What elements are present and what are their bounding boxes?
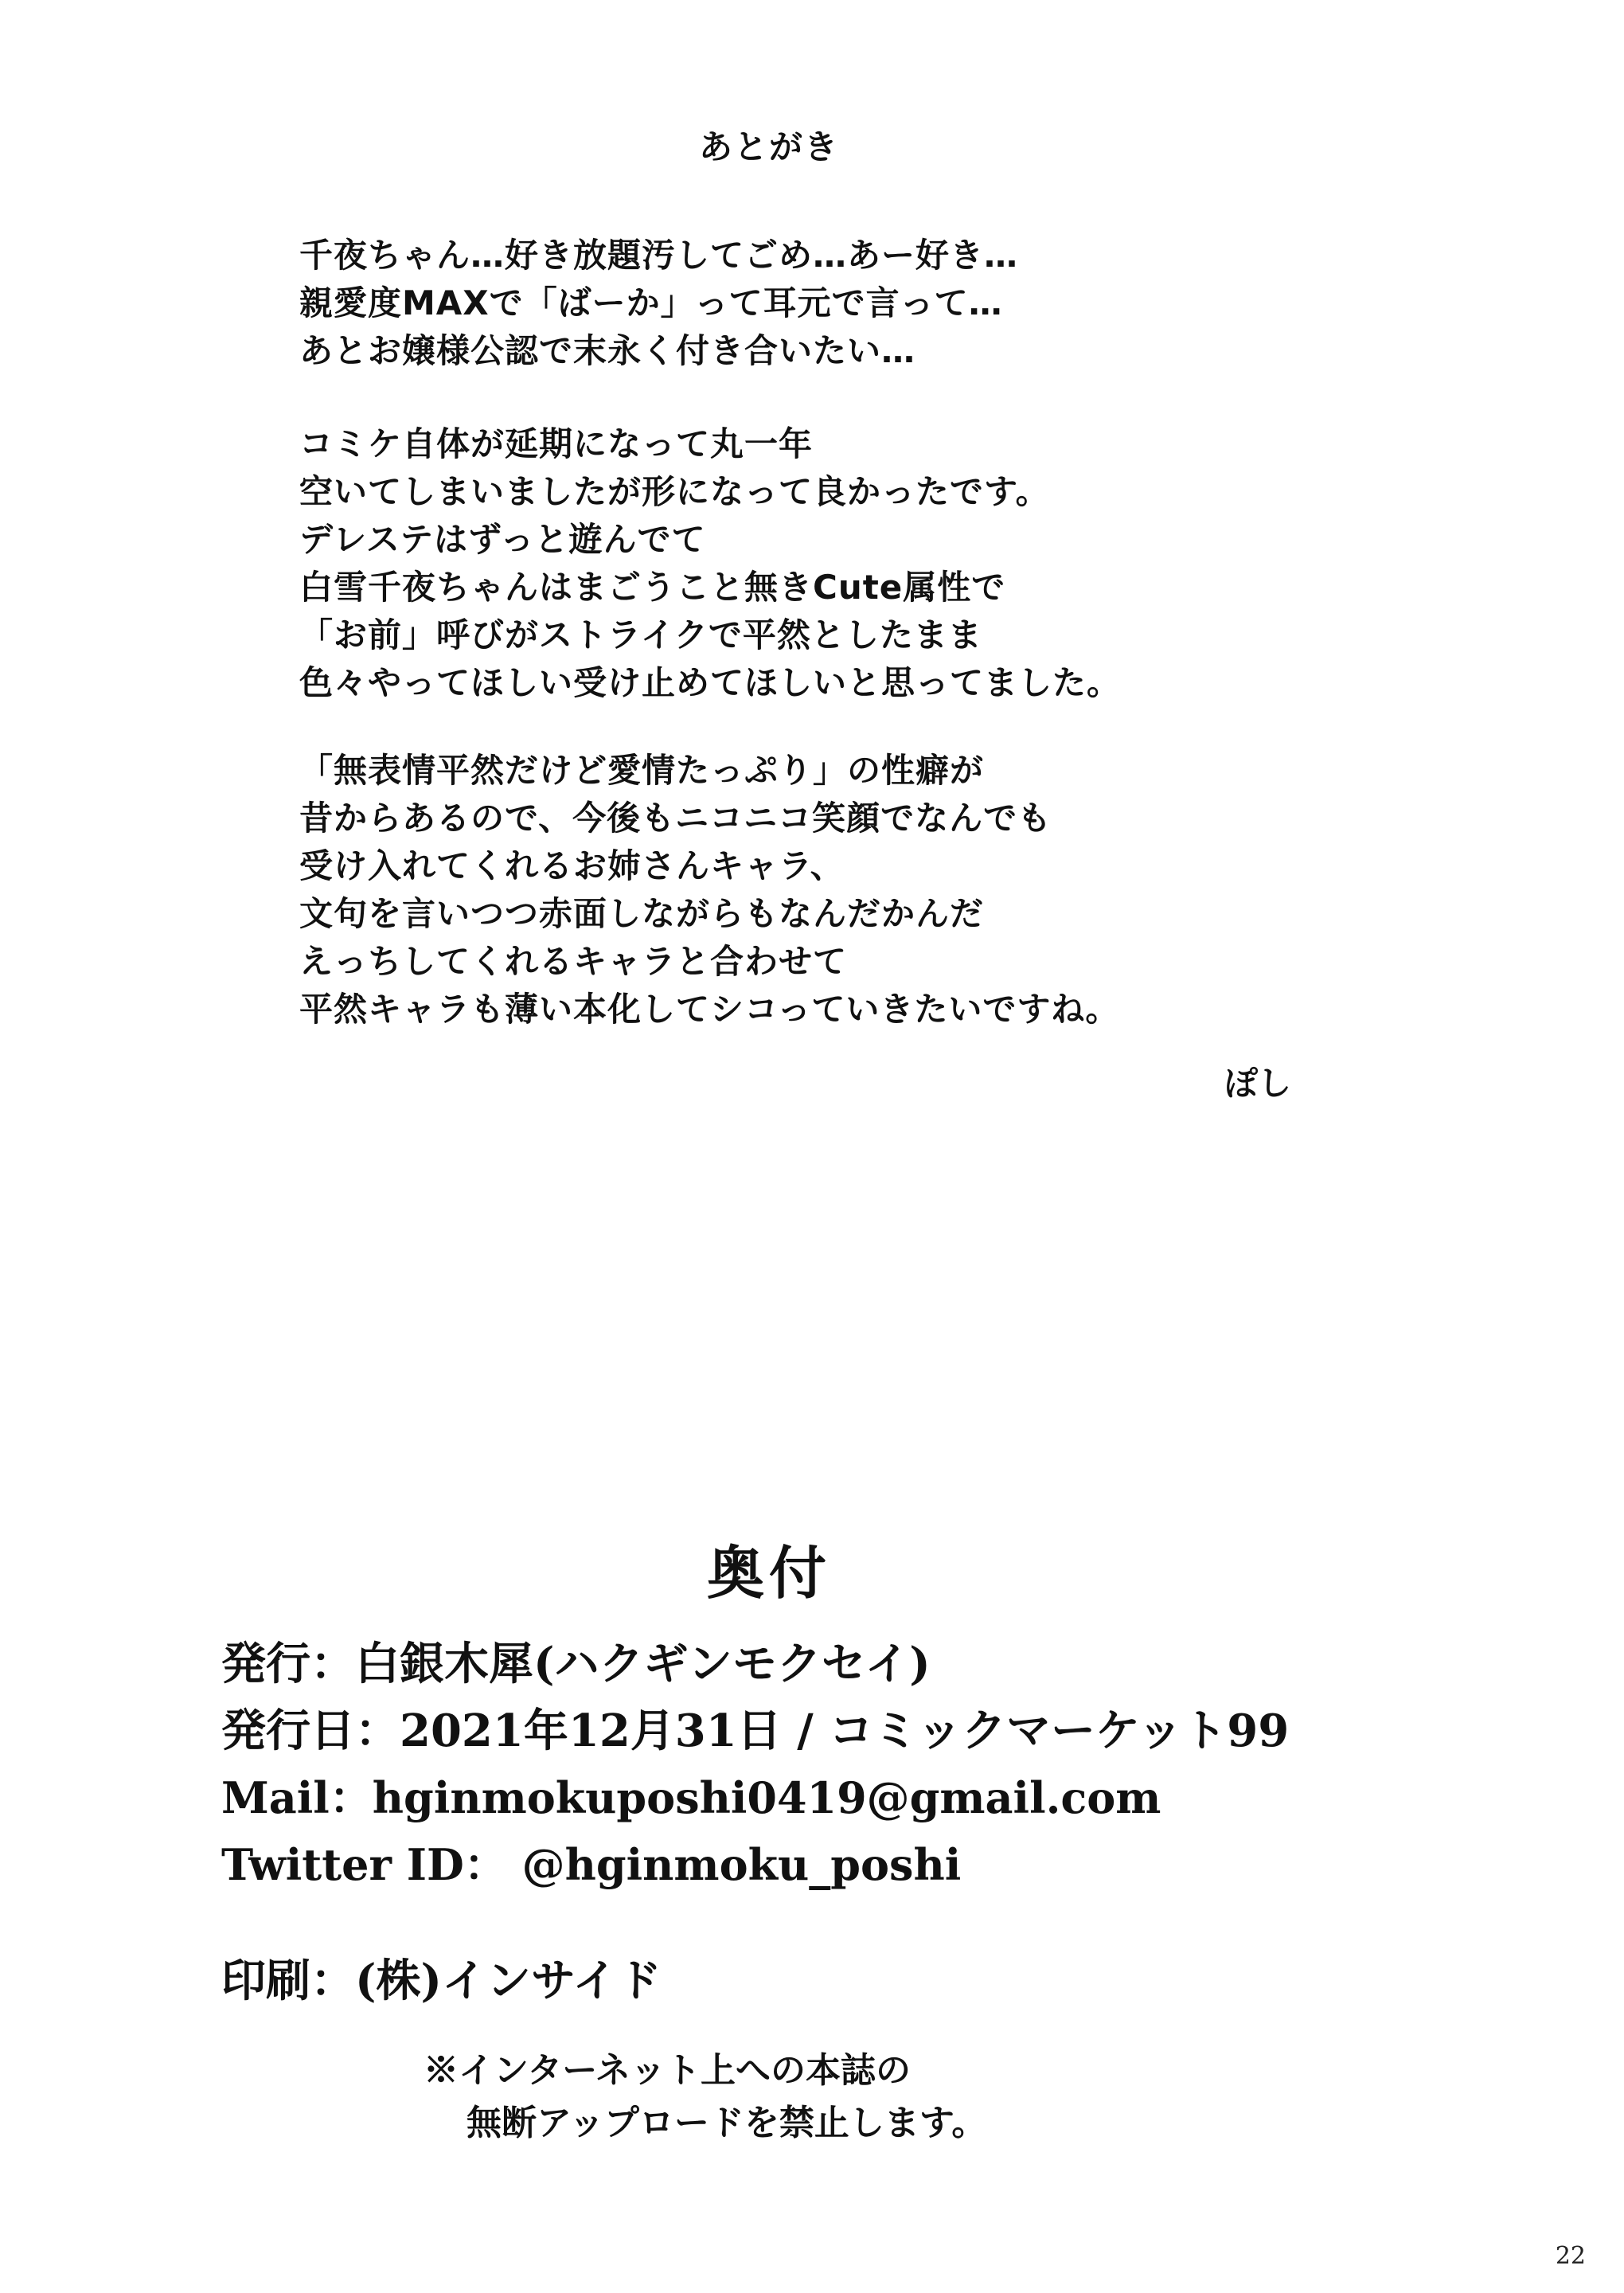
text-line: 文句を言いつつ赤面しながらもなんだかんだ [299,894,985,933]
text-line: 受け入れてくれるお姉さんキャラ、 [299,846,845,885]
text-line: デレステはずっと遊んでて [299,520,706,559]
printer-label: 印刷： [221,1955,355,2007]
afterword-paragraph-2 [299,420,1334,707]
twitter-value: @hginmoku_poshi [506,1839,962,1890]
author-signature: ぽし [1224,1064,1292,1103]
printer-row [221,1947,662,2014]
publisher-value: 白銀木犀(ハクギンモクセイ) [355,1638,931,1690]
notice-line: 無断アップロードを禁止します。 [467,2103,987,2143]
publish-date-label: 発行日： [221,1705,400,1757]
text-line: 「お前」呼びがストライクで平然としたまま [299,615,982,654]
text-line: 「無表情平然だけど愛情たっぷり」の性癖が [299,751,985,790]
text-line: 千夜ちゃん…好き放題汚してごめ…あー好き… [299,236,1019,275]
mail-label: Mail： [221,1772,373,1823]
upload-notice [424,2045,986,2150]
colophon-details [221,1631,1575,1898]
text-line: 空いてしまいましたが形になって良かったです。 [299,472,1050,511]
text-line: 平然キャラも薄い本化してシコっていきたいですね。 [299,990,1120,1029]
publisher-row [221,1631,1575,1697]
publish-date-row [221,1697,1575,1764]
printer-value: (株)インサイド [355,1955,662,2007]
page-number: 22 [1555,2242,1586,2270]
publish-date-value: 2021年12月31日 / コミックマーケット99 [400,1705,1290,1757]
text-line: 白雪千夜ちゃんはまごうこと無きCute属性で [299,568,1006,607]
text-line: 親愛度MAXで「ばーか」って耳元で言って… [299,283,1003,322]
notice-line: ※インターネット上への本誌の [424,2050,912,2091]
afterword-title: あとがき [698,127,839,166]
afterword-paragraph-3 [299,747,1334,1033]
text-line: コミケ自体が延期になって丸一年 [299,424,814,463]
mail-value: hginmokuposhi0419@gmail.com [372,1772,1161,1823]
colophon-title: 奥付 [706,1539,831,1607]
twitter-label: Twitter ID： [221,1839,507,1890]
mail-row [221,1764,1575,1831]
twitter-row [221,1831,1575,1898]
text-line: えっちしてくれるキャラと合わせて [299,942,848,981]
afterword-paragraph-1 [299,232,1334,375]
text-line: 昔からあるので、今後もニコニコ笑顔でなんでも [299,799,1052,838]
text-line: あとお嬢様公認で末永く付き合いたい… [299,331,916,370]
text-line: 色々やってほしい受け止めてほしいと思ってました。 [299,663,1122,702]
publisher-label: 発行： [221,1638,355,1690]
